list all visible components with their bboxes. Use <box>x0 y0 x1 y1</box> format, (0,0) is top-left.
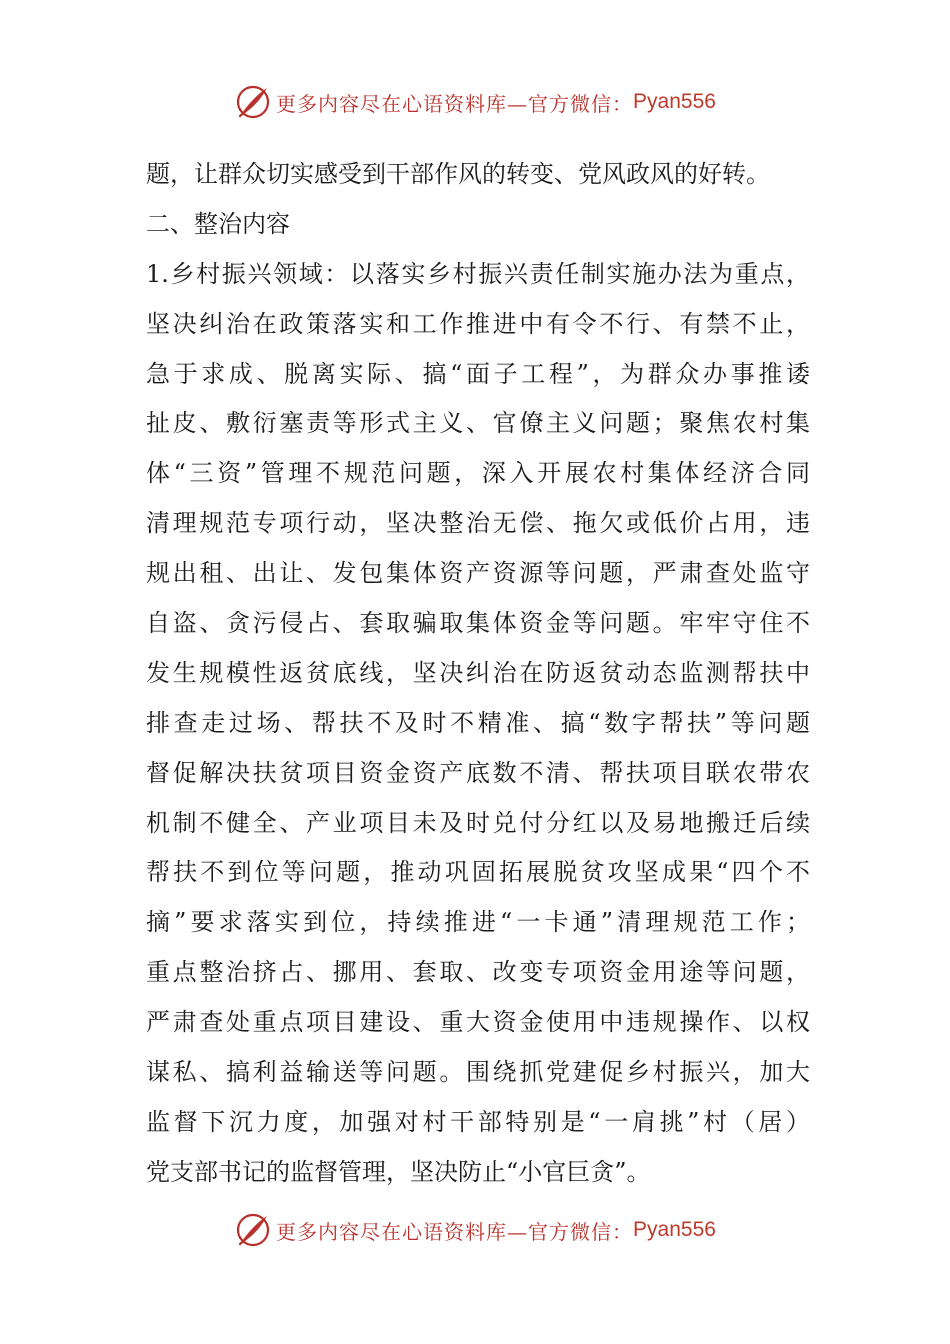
watermark-text: 更多内容尽在心语资料库—官方微信： <box>276 91 634 116</box>
text-line: 党支部书记的监督管理，坚决防止“小官巨贪”。 <box>146 1157 651 1186</box>
text-line: 扯皮、敷衍塞责等形式主义、官僚主义问题；聚焦农村集 <box>146 409 810 438</box>
text-line: 督促解决扶贫项目资金资产底数不清、帮扶项目联农带农 <box>146 758 810 787</box>
watermark-wechat-id: Pyan556 <box>633 1218 716 1241</box>
header-watermark <box>0 80 950 124</box>
section-heading: 二、整治内容 <box>146 209 290 238</box>
text-line: 排查走过场、帮扶不及时不精准、搞“数字帮扶”等问题 <box>146 708 810 737</box>
text-line: 严肃查处重点项目建设、重大资金使用中违规操作、以权 <box>146 1008 810 1037</box>
text-line: 体“三资”管理不规范问题，深入开展农村集体经济合同 <box>146 459 810 488</box>
text-line: 谋私、搞利益输送等问题。围绕抓党建促乡村振兴，加大 <box>146 1058 810 1087</box>
watermark-wechat-id: Pyan556 <box>633 90 716 113</box>
text-line: 监督下沉力度，加强对村干部特别是“一肩挑”村（居） <box>146 1107 810 1136</box>
watermark-text: 更多内容尽在心语资料库—官方微信： <box>276 1219 634 1244</box>
text-line: 机制不健全、产业项目未及时兑付分红以及易地搬迁后续 <box>146 808 810 837</box>
quill-logo-icon <box>234 83 272 121</box>
text-line: 清理规范专项行动，坚决整治无偿、拖欠或低价占用，违 <box>146 509 810 538</box>
footer-watermark <box>0 1208 950 1252</box>
text-line: 题，让群众切实感受到干部作风的转变、党风政风的好转。 <box>146 160 770 188</box>
text-line: 帮扶不到位等问题，推动巩固拓展脱贫攻坚成果“四个不 <box>146 858 810 887</box>
quill-logo-icon <box>234 1211 272 1249</box>
document-body <box>146 150 810 1198</box>
text-line: 自盗、贪污侵占、套取骗取集体资金等问题。牢牢守住不 <box>146 609 810 638</box>
text-line: 发生规模性返贫底线，坚决纠治在防返贫动态监测帮扶中 <box>146 658 810 687</box>
text-line: 重点整治挤占、挪用、套取、改变专项资金用途等问题， <box>146 958 810 987</box>
text-line: 规出租、出让、发包集体资产资源等问题，严肃查处监守 <box>146 559 810 588</box>
text-line: 急于求成、脱离实际、搞“面子工程”，为群众办事推诿 <box>146 359 810 388</box>
text-line: 1.乡村振兴领域：以落实乡村振兴责任制实施办法为重点， <box>146 259 810 288</box>
text-line: 摘”要求落实到位，持续推进“一卡通”清理规范工作； <box>146 908 810 937</box>
text-line: 坚决纠治在政策落实和工作推进中有令不行、有禁不止， <box>146 309 810 338</box>
